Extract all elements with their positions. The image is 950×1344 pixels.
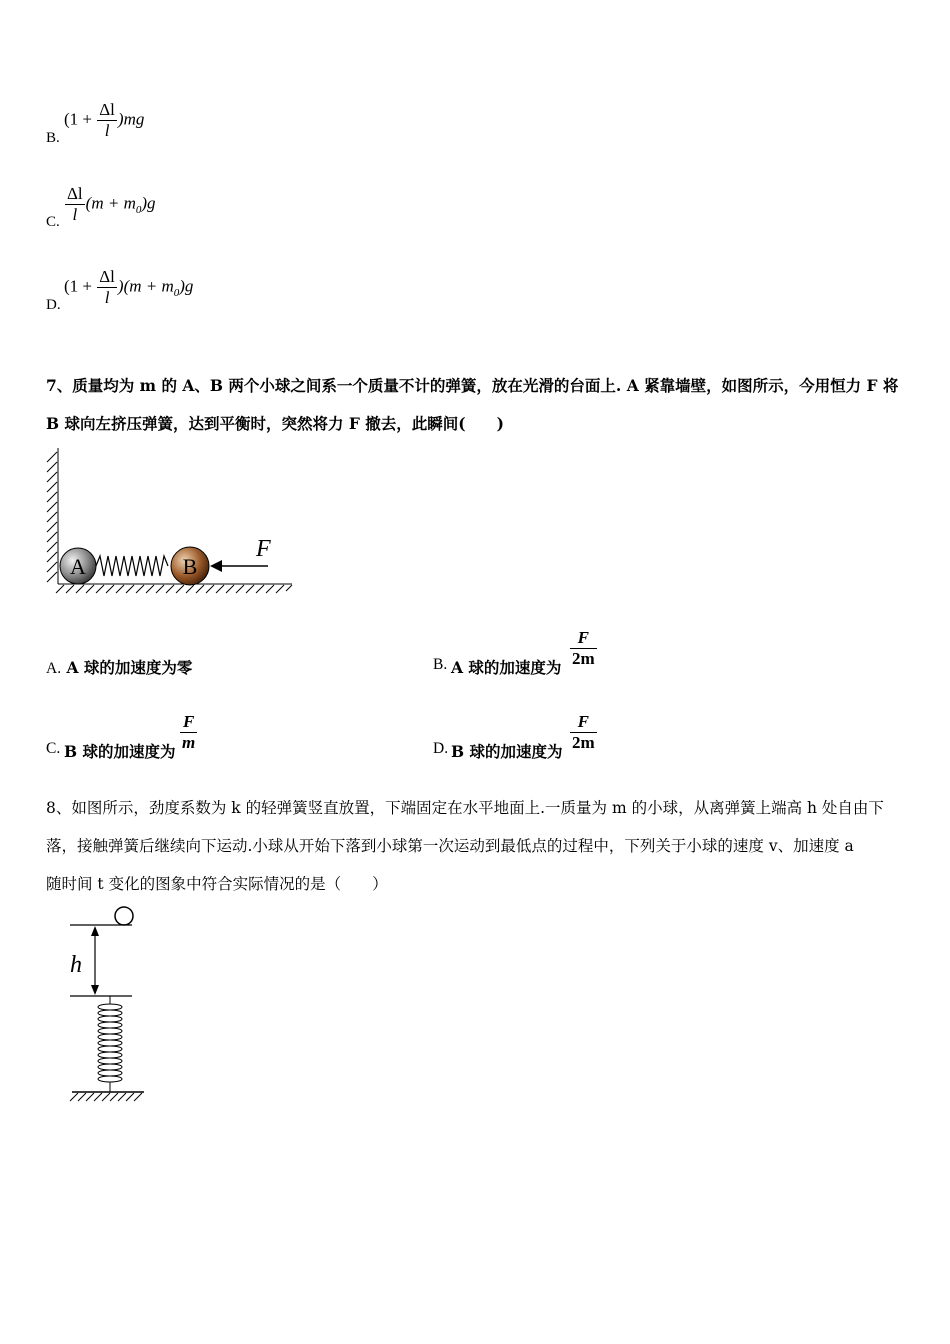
option-label: B.	[433, 656, 448, 673]
fraction: $\frac{\Delta l}{l}$	[99, 100, 115, 140]
expr-tail: )g	[141, 193, 156, 213]
expr-tail: )g	[179, 276, 194, 296]
option-label: D.	[46, 297, 61, 313]
option-text: A 球的加速度为零	[66, 658, 193, 677]
arrow-head-icon	[210, 560, 222, 572]
q7-question	[46, 367, 916, 443]
option-text: A 球的加速度为	[451, 658, 562, 677]
spring	[96, 556, 168, 576]
option-text: B 球的加速度为	[451, 742, 563, 761]
force-label: F	[256, 536, 271, 562]
ball	[115, 907, 133, 925]
expr-suffix: )mg	[117, 109, 145, 129]
expr-prefix: (1 +	[64, 276, 97, 296]
ground	[70, 1092, 144, 1101]
height-label: h	[70, 952, 82, 978]
q7-figure	[44, 446, 296, 598]
arrow-up-icon	[91, 926, 99, 936]
fraction: $\frac{F}{2m}$	[572, 628, 595, 668]
option-label: D.	[433, 740, 449, 757]
q8-line-3: 随时间 t 变化的图象中符合实际情况的是（ ）	[46, 875, 388, 893]
ball-b-label: B	[182, 554, 198, 579]
q8-line-1: 8、如图所示，劲度系数为 k 的轻弹簧竖直放置，下端固定在水平地面上.一质量为 m 的小球，从离弹簧上端高 h 处自由下	[46, 799, 884, 817]
ball-a-label: A	[70, 554, 86, 579]
option-label: C.	[46, 740, 61, 757]
option-text: B 球的加速度为	[64, 742, 176, 761]
q8-figure	[62, 900, 152, 1108]
q7-line-2: B 球向左挤压弹簧，达到平衡时，突然将力 F 撤去，此瞬间( )	[46, 414, 504, 433]
q7-line-1: 7、质量均为 m 的 A、B 两个小球之间系一个质量不计的弹簧，放在光滑的台面上. A 紧靠墙壁，如图所示，今用恒力 F 将	[46, 376, 899, 395]
fraction: $\frac{\Delta l}{l}$	[67, 184, 83, 224]
option-label: C.	[46, 214, 60, 230]
option-label: A.	[46, 660, 62, 677]
arrow-down-icon	[91, 985, 99, 995]
fraction: $\frac{\Delta l}{l}$	[99, 267, 115, 307]
subscript: 0	[135, 203, 142, 216]
q8-question	[46, 789, 916, 903]
fraction: $\frac{F}{2m}$	[572, 712, 595, 752]
fraction: $\frac{F}{m}$	[182, 712, 196, 752]
floor	[56, 584, 292, 593]
wall	[47, 448, 58, 584]
q7-option-a[interactable]	[46, 656, 192, 678]
option-label: B.	[46, 130, 60, 146]
q8-line-2: 落，接触弹簧后继续向下运动.小球从开始下落到小球第一次运动到最低点的过程中，下列关于小球的速度 v、加速度 a	[46, 837, 854, 855]
expr-prefix: (1 +	[64, 109, 97, 129]
expr-suffix: (m + m	[85, 193, 136, 213]
expr-suffix: )(m + m	[117, 276, 174, 296]
subscript: 0	[173, 286, 180, 299]
spring	[98, 996, 122, 1092]
